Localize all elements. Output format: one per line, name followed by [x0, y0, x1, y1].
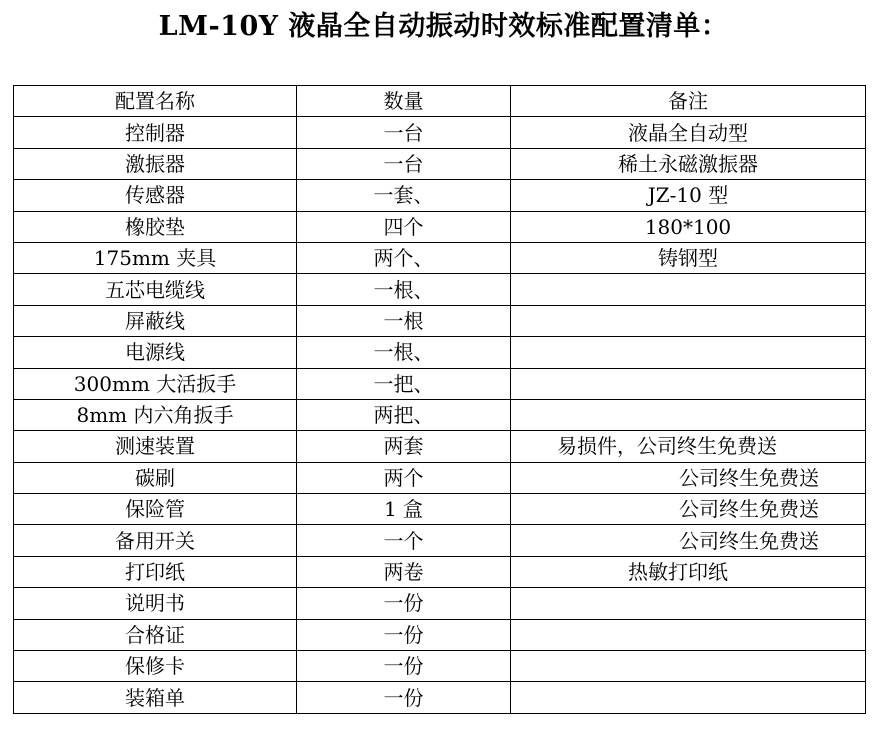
- row-name: 175mm 夹具: [14, 242, 297, 273]
- header-config-name: 配置名称: [14, 86, 297, 117]
- row-name: 测速装置: [14, 431, 297, 462]
- row-qty: 两个: [297, 462, 511, 493]
- table-row: [14, 211, 866, 242]
- row-name: 打印纸: [14, 556, 297, 587]
- row-qty: 1 盒: [297, 494, 511, 525]
- table-row: [14, 682, 866, 713]
- row-qty: 一份: [297, 651, 511, 682]
- row-name: 激振器: [14, 148, 297, 179]
- table-row: [14, 368, 866, 399]
- row-qty: 两个、: [297, 242, 511, 273]
- row-qty: 一根: [297, 305, 511, 336]
- config-table: [13, 85, 866, 714]
- row-note: 公司终生免费送: [511, 525, 866, 556]
- table-row: [14, 337, 866, 368]
- table-row: [14, 305, 866, 336]
- row-note: 易损件，公司终生免费送: [511, 431, 866, 462]
- table-row: [14, 242, 866, 273]
- row-note: 稀土永磁激振器: [511, 148, 866, 179]
- row-name: 300mm 大活扳手: [14, 368, 297, 399]
- row-qty: 一根、: [297, 274, 511, 305]
- row-qty: 一台: [297, 117, 511, 148]
- row-note: 热敏打印纸: [511, 556, 866, 587]
- row-qty: 一套、: [297, 180, 511, 211]
- row-note: [511, 274, 866, 305]
- row-note: [511, 651, 866, 682]
- document-title: LM-10Y 液晶全自动振动时效标准配置清单：: [158, 11, 729, 42]
- table-row: [14, 431, 866, 462]
- row-name: 传感器: [14, 180, 297, 211]
- row-qty: 一根、: [297, 337, 511, 368]
- table-row: [14, 117, 866, 148]
- row-name: 橡胶垫: [14, 211, 297, 242]
- row-name: 合格证: [14, 619, 297, 650]
- row-name: 说明书: [14, 588, 297, 619]
- row-name: 8mm 内六角扳手: [14, 399, 297, 430]
- row-name: 电源线: [14, 337, 297, 368]
- table-row: [14, 556, 866, 587]
- row-note: [511, 399, 866, 430]
- row-qty: 四个: [297, 211, 511, 242]
- row-note: 公司终生免费送: [511, 462, 866, 493]
- table-row: [14, 274, 866, 305]
- row-qty: 两套: [297, 431, 511, 462]
- row-note: 铸钢型: [511, 242, 866, 273]
- row-qty: 两把、: [297, 399, 511, 430]
- row-name: 碳刷: [14, 462, 297, 493]
- row-note: [511, 682, 866, 713]
- row-note: 液晶全自动型: [511, 117, 866, 148]
- table-row: [14, 525, 866, 556]
- header-quantity: 数量: [297, 86, 511, 117]
- row-note: [511, 588, 866, 619]
- table-row: [14, 148, 866, 179]
- row-qty: 一份: [297, 682, 511, 713]
- row-note: JZ-10 型: [511, 180, 866, 211]
- row-name: 备用开关: [14, 525, 297, 556]
- table-row: [14, 180, 866, 211]
- row-note: 180*100: [511, 211, 866, 242]
- table-row: [14, 494, 866, 525]
- row-qty: 一台: [297, 148, 511, 179]
- row-name: 装箱单: [14, 682, 297, 713]
- row-note: [511, 337, 866, 368]
- table-row: [14, 588, 866, 619]
- row-name: 屏蔽线: [14, 305, 297, 336]
- table-row: [14, 399, 866, 430]
- row-note: 公司终生免费送: [511, 494, 866, 525]
- row-qty: 一把、: [297, 368, 511, 399]
- row-name: 保修卡: [14, 651, 297, 682]
- row-note: [511, 368, 866, 399]
- row-name: 控制器: [14, 117, 297, 148]
- row-qty: 一个: [297, 525, 511, 556]
- row-qty: 两卷: [297, 556, 511, 587]
- table-row: [14, 651, 866, 682]
- table-row: [14, 619, 866, 650]
- row-note: [511, 619, 866, 650]
- row-note: [511, 305, 866, 336]
- row-name: 五芯电缆线: [14, 274, 297, 305]
- table-header-row: [14, 86, 866, 117]
- row-name: 保险管: [14, 494, 297, 525]
- row-qty: 一份: [297, 619, 511, 650]
- table-row: [14, 462, 866, 493]
- row-qty: 一份: [297, 588, 511, 619]
- header-remarks: 备注: [511, 86, 866, 117]
